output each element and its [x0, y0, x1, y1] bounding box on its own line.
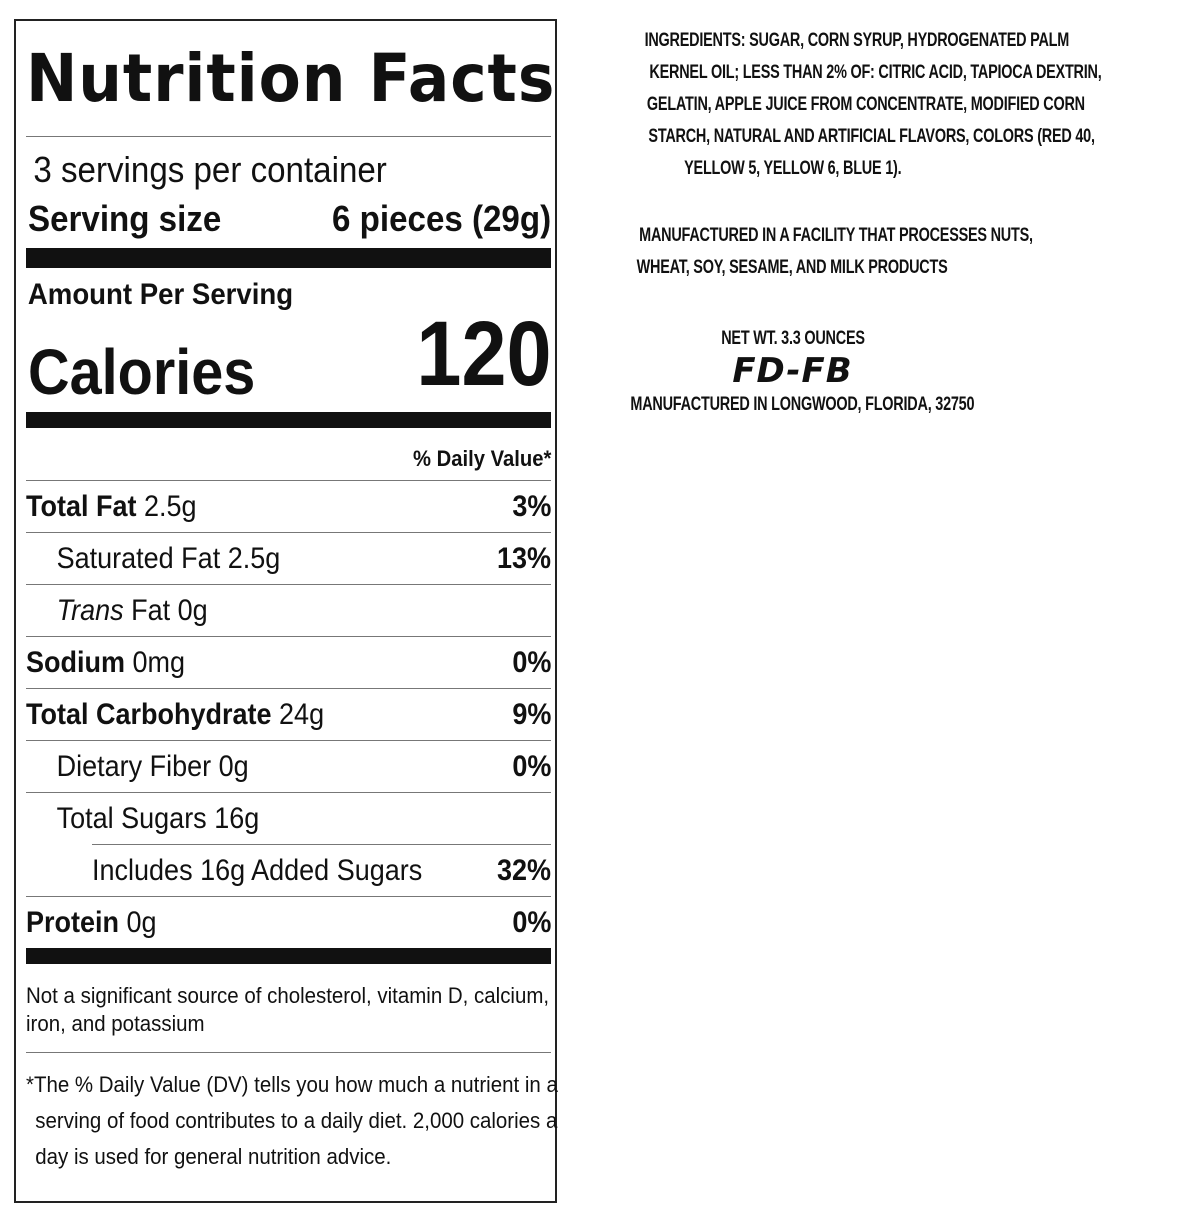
- daily-value-percent: 3%: [511, 489, 551, 523]
- manufactured-location: MANUFACTURED IN LONGWOOD, FLORIDA, 32750: [630, 393, 975, 415]
- nutrition-facts-panel: [14, 19, 557, 1203]
- nutrient-row-sodium: Sodium 0mg 0%: [26, 636, 551, 688]
- medium-divider: [26, 948, 551, 964]
- daily-value-percent: 32%: [496, 853, 551, 887]
- nutrient-row-protein: Protein 0g 0%: [26, 896, 551, 948]
- nutrient-row-total-sugars: Total Sugars 16g: [26, 792, 551, 844]
- daily-value-percent: 9%: [511, 697, 551, 731]
- product-code: FD-FB: [732, 351, 853, 391]
- nutrient-row-saturated-fat: Saturated Fat 2.5g 13%: [26, 532, 551, 584]
- daily-value-percent: 0%: [511, 749, 551, 783]
- net-weight: NET WT. 3.3 OUNCES: [720, 327, 865, 349]
- daily-value-percent: 0%: [511, 905, 551, 939]
- daily-value-percent: 0%: [511, 645, 551, 679]
- nutrient-row-total-fat: Total Fat 2.5g 3%: [26, 480, 551, 532]
- calories-row: [26, 302, 551, 412]
- serving-size-label: Serving size: [28, 198, 222, 239]
- allergen-facility-statement: MANUFACTURED IN A FACILITY THAT PROCESSES NUTS, WHEAT, SOY, SESAME, AND MILK PRODUCTS: [637, 224, 1033, 278]
- daily-value-header: % Daily Value*: [412, 446, 551, 471]
- serving-size-value: 6 pieces (29g): [331, 198, 551, 239]
- thick-divider: [26, 248, 551, 268]
- calories-value: 120: [415, 303, 551, 405]
- nutrient-row-added-sugars: Includes 16g Added Sugars 32%: [92, 844, 551, 896]
- calories-label: Calories: [28, 336, 256, 408]
- nutrient-row-trans-fat: Trans Fat 0g: [26, 584, 551, 636]
- serving-size-row: [26, 198, 551, 248]
- not-significant-note: Not a significant source of cholesterol, vitamin D, calcium, iron, and potassium: [26, 964, 551, 1053]
- daily-value-percent: 13%: [496, 541, 551, 575]
- nutrient-row-total-carbohydrate: Total Carbohydrate 24g 9%: [26, 688, 551, 740]
- product-info-column: [570, 24, 1102, 418]
- ingredients-text: INGREDIENTS: SUGAR, CORN SYRUP, HYDROGENATED PALM KERNEL OIL; LESS THAN 2% OF: CITRIC ACID, TAPIOCA DEXTRIN, GELATIN, APPLE JUICE FROM CONCENTRATE, MODIFIED CORN STARCH, NATURAL AND ARTIFICIAL FLAVORS, COLORS (RED 40, YELLOW 5, YELLOW 6, BLUE 1).: [644, 29, 1102, 179]
- amount-per-serving: Amount Per Serving: [27, 278, 294, 311]
- medium-divider: [26, 412, 551, 428]
- servings-per-container: 3 servings per container: [33, 149, 387, 190]
- nutrition-facts-title: Nutrition Facts: [26, 40, 556, 117]
- daily-value-footnote: *The % Daily Value (DV) tells you how much a nutrient in a serving of food contributes to a daily diet. 2,000 calories a day is used for general nutrition advice.: [26, 1072, 558, 1169]
- nutrient-row-dietary-fiber: Dietary Fiber 0g 0%: [26, 740, 551, 792]
